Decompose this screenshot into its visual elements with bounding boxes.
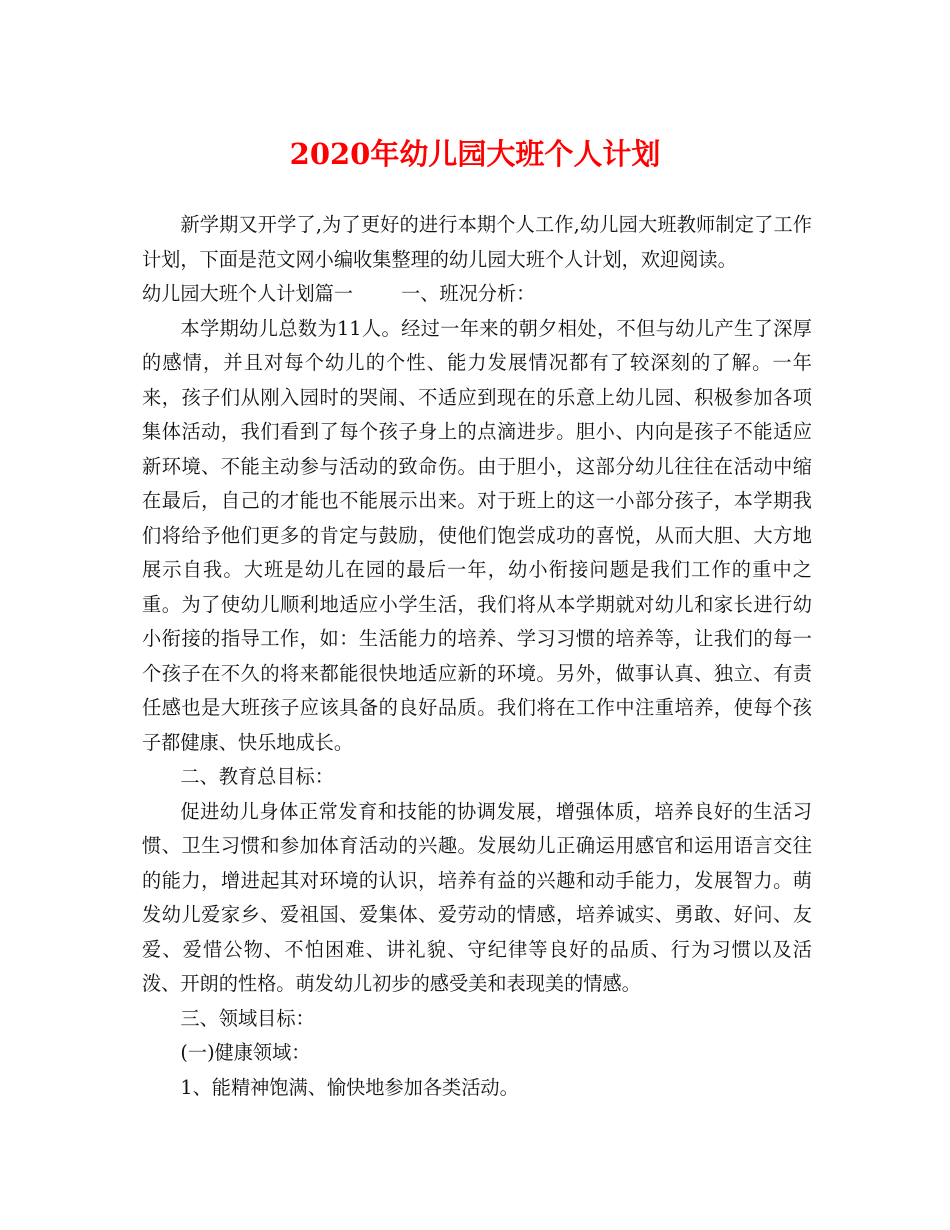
intro-paragraph: 新学期又开学了,为了更好的进行本期个人工作,幼儿园大班教师制定了工作计划，下面是范文网小编收集整理的幼儿园大班个人计划，欢迎阅读。 bbox=[142, 213, 812, 271]
section-line bbox=[142, 277, 812, 312]
document-title: 2020年幼儿园大班个人计划 bbox=[289, 137, 661, 171]
list-item: 1、能精神饱满、愉快地参加各类活动。 bbox=[180, 1075, 519, 1099]
document-body bbox=[142, 208, 812, 1105]
subsection-heading-health: (一)健康领域： bbox=[180, 1041, 311, 1064]
section-heading-2: 二、教育总目标： bbox=[180, 765, 334, 788]
class-analysis-paragraph: 本学期幼儿总数为11人。经过一年来的朝夕相处，不但与幼儿产生了深厚的感情，并且对每个幼儿的个性、能力发展情况都有了较深刻的了解。一年来，孩子们从刚入园时的哭闹、不适应到现在的乐意上幼儿园、积极参加各项集体活动，我们看到了每个孩子身上的点滴进步。胆小、内向是孩子不能适应新环境、不能主动参与活动的致命伤。由于胆小，这部分幼儿往往在活动中缩在最后，自己的才能也不能展示出来。对于班上的这一小部分孩子，本学期我们将给予他们更多的肯定与鼓励，使他们饱尝成功的喜悦，从而大胆、大方地展示自我。大班是幼儿在园的最后一年，幼小衔接问题是我们工作的重中之重。为了使幼儿顺利地适应小学生活，我们将从本学期就对幼儿和家长进行幼小衔接的指导工作，如：生活能力的培养、学习习惯的培养等，让我们的每一个孩子在不久的将来都能很快地适应新的环境。另外，做事认真、独立、有责任感也是大班孩子应该具备的良好品质。我们将在工作中注重培养，使每个孩子都健康、快乐地成长。 bbox=[142, 316, 812, 754]
section-heading-1: 一、班况分析： bbox=[401, 282, 536, 305]
section-label: 幼儿园大班个人计划篇一 bbox=[142, 282, 354, 305]
education-goals-paragraph: 促进幼儿身体正常发育和技能的协调发展，增强体质，培养良好的生活习惯、卫生习惯和参加体育活动的兴趣。发展幼儿正确运用感官和运用语言交往的能力，增进起其对环境的认识，培养有益的兴趣和动手能力，发展智力。萌发幼儿爱家乡、爱祖国、爱集体、爱劳动的情感，培养诚实、勇敢、好问、友爱、爱惜公物、不怕困难、讲礼貌、守纪律等良好的品质、行为习惯以及活泼、开朗的性格。萌发幼儿初步的感受美和表现美的情感。 bbox=[142, 799, 812, 995]
section-heading-3: 三、领域目标： bbox=[180, 1006, 315, 1030]
